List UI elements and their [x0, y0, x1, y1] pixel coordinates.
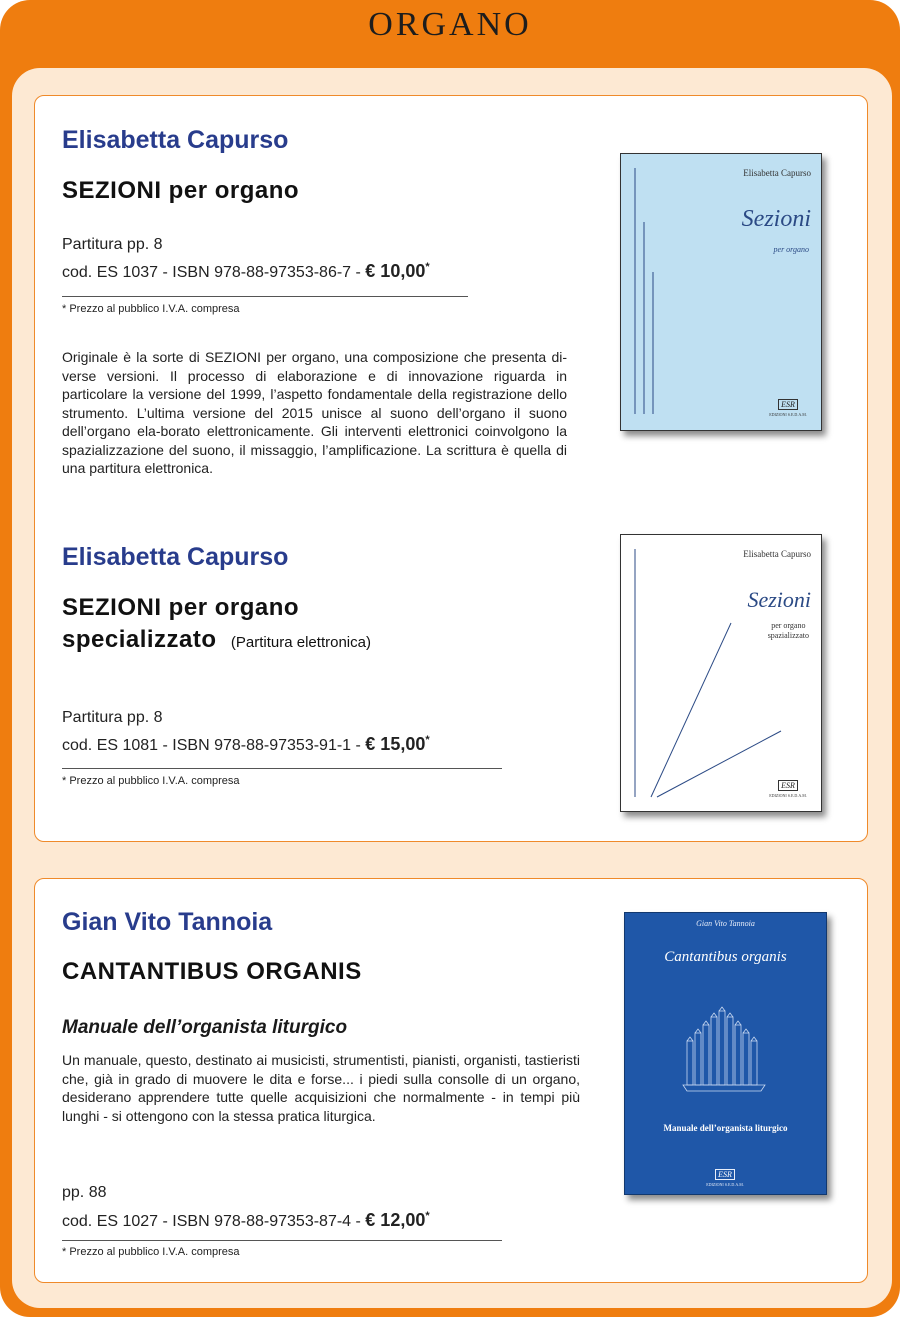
book1-cover-lines — [621, 154, 821, 430]
book1-divider — [62, 296, 468, 297]
book3-description: Un manuale, questo, destinato ai musicisti, strumentisti, pianisti, organisti, tastieristi che, già in grado di muovere le dita e forse... i piedi sulla consolle di un organo, desiderano apprendere tutte quelle acquisizioni che normalmente - in tempi più lunghi - si ottengono con la stessa pratica liturgica. — [62, 1052, 580, 1124]
book2-divider — [62, 768, 502, 769]
book2-cover-author: Elisabetta Capurso — [743, 549, 811, 559]
book1-title: SEZIONI per organo — [62, 177, 300, 204]
organ-pipes-icon — [681, 1001, 771, 1093]
book2-cover — [620, 534, 822, 812]
book3-divider — [62, 1240, 502, 1241]
book1-cover-title: Sezioni — [741, 206, 811, 232]
book1-price: € 10,00* — [365, 261, 430, 281]
book2-code-line — [62, 734, 430, 755]
book2-cover-lines — [621, 535, 821, 811]
book2-title-line2: specializzato (Partitura elettronica) — [62, 626, 371, 653]
book3-cover-author: Gian Vito Tannoia — [696, 919, 755, 928]
book1-description: Originale è la sorte di SEZIONI per organo, una composizione che presenta di-verse versioni. Il processo di elaborazione e di innovazione riguarda in particolare la versione del 1999, l’aspetto fondamentale della registrazione dello strumento. L’ultima versione del 2015 unisce al suono dell’organo il suono dell’organo ela-borato elettronicamente. Gli interventi elettronici coinvolgono la spazializzazione del suono, il missaggio, l’amplificazione. La scrittura è quella di una partitura elettronica. — [62, 349, 567, 476]
book1-pages: Partitura pp. 8 — [62, 236, 163, 253]
book2-footnote: * Prezzo al pubblico I.V.A. compresa — [62, 775, 240, 787]
catalog-card-capurso — [34, 95, 868, 842]
book2-author: Elisabetta Capurso — [62, 543, 289, 571]
book2-cover-title: Sezioni — [747, 587, 811, 612]
book3-code: cod. ES 1027 - ISBN 978-88-97353-87-4 - — [62, 1213, 366, 1230]
book2-cover-subtitle: per organo spazializzato — [767, 621, 809, 640]
book2-cover-publisher-logo: ESR EDIZIONI S.E.D.A.M. — [769, 781, 807, 798]
book1-cover — [620, 153, 822, 431]
book3-title: CANTANTIBUS ORGANIS — [62, 958, 362, 985]
book3-author: Gian Vito Tannoia — [62, 908, 273, 936]
book3-price: € 12,00* — [365, 1210, 430, 1230]
book2-code: cod. ES 1081 - ISBN 978-88-97353-91-1 - — [62, 737, 366, 754]
book1-code: cod. ES 1037 - ISBN 978-88-97353-86-7 - — [62, 264, 366, 281]
catalog-card-tannoia — [34, 878, 868, 1283]
book1-cover-subtitle: per organo — [773, 245, 809, 254]
book1-cover-author: Elisabetta Capurso — [743, 168, 811, 178]
book3-code-line — [62, 1210, 430, 1231]
book3-footnote: * Prezzo al pubblico I.V.A. compresa — [62, 1246, 240, 1258]
book3-cover-subtitle: Manuale dell’organista liturgico — [663, 1123, 788, 1133]
book2-price: € 15,00* — [365, 734, 430, 754]
book3-pages: pp. 88 — [62, 1184, 107, 1201]
book2-title-line1: SEZIONI per organo — [62, 594, 300, 621]
book1-cover-publisher-logo: ESR EDIZIONI S.E.D.A.M. — [769, 400, 807, 417]
book3-cover — [624, 912, 827, 1195]
book3-cover-title: Cantantibus organis — [664, 949, 787, 965]
book2-title-note: (Partitura elettronica) — [230, 634, 371, 651]
book1-code-line — [62, 261, 430, 282]
page-title: ORGANO — [368, 6, 532, 43]
book3-subtitle: Manuale dell’organista liturgico — [62, 1017, 348, 1038]
book3-cover-publisher-logo: ESR EDIZIONI S.E.D.A.M. — [706, 1170, 744, 1187]
book1-author: Elisabetta Capurso — [62, 126, 289, 154]
book2-pages: Partitura pp. 8 — [62, 709, 163, 726]
book1-footnote: * Prezzo al pubblico I.V.A. compresa — [62, 303, 240, 315]
